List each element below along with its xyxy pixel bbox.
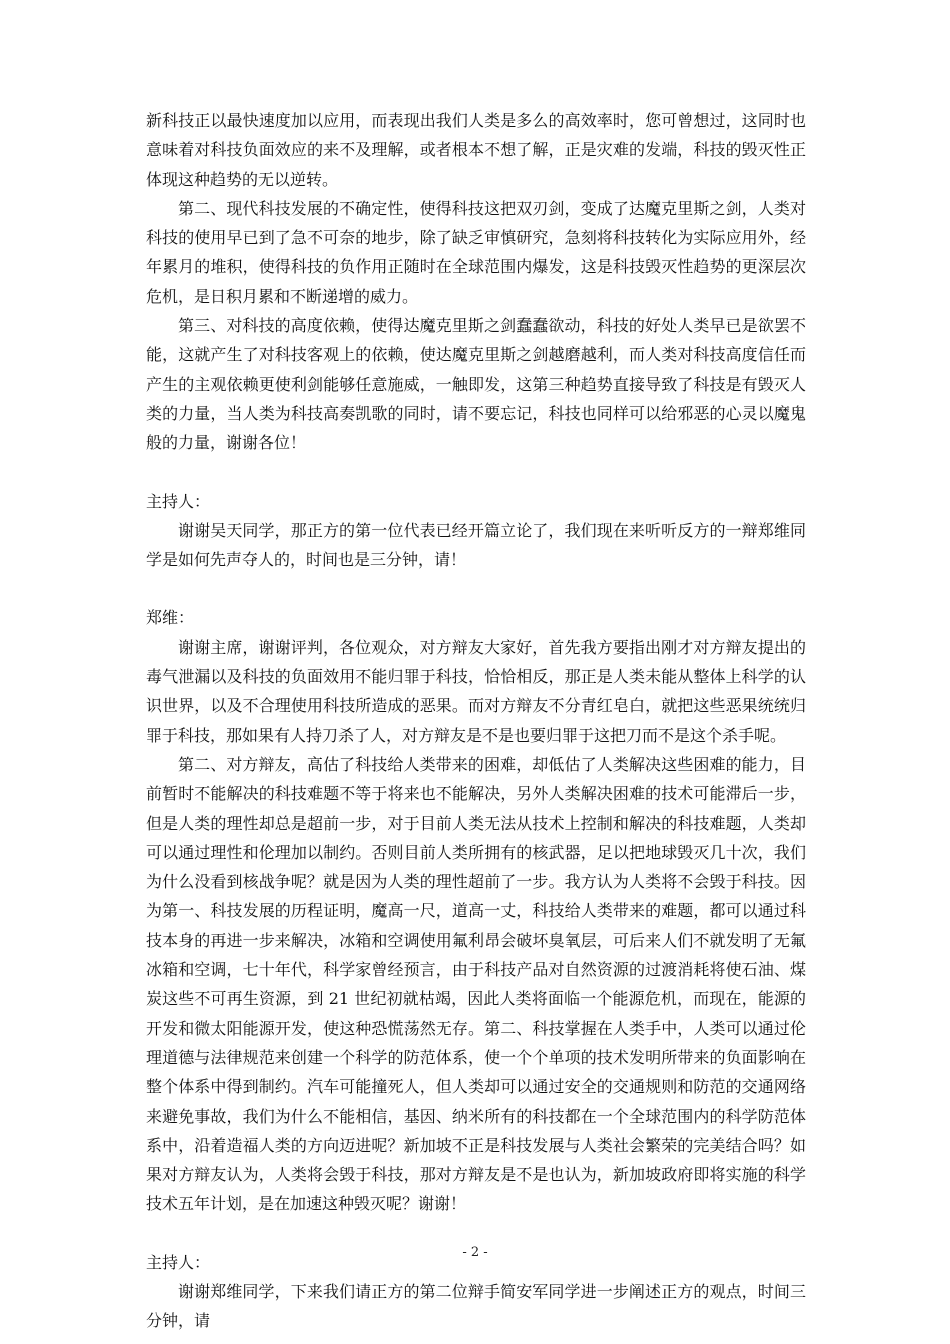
paragraph-point-three: 第三、对科技的高度依赖，使得达魔克里斯之剑蠢蠢欲动，科技的好处人类早已是欲罢不能，这就产生了对科技客观上的依赖，使达魔克里斯之剑越磨越利，而人类对科技高度信任而产生的主观依赖更使利剑能够任意施威，一触即发，这第三种趋势直接导致了科技是有毁灭人类的力量，当人类为科技高奏凯歌的同时，请不要忘记，科技也同样可以给邪恶的心灵以魔鬼般的力量，谢谢各位！ — [146, 316, 806, 453]
speaker-label-zheng-wei: 郑维： — [146, 608, 195, 628]
page-number: - 2 - — [462, 1245, 488, 1260]
spacer — [146, 458, 806, 487]
zheng-wei-paragraph-2: 第二、对方辩友，高估了科技给人类带来的困难，却低估了人类解决这些困难的能力，目前暂时不能解决的科技难题不等于将来也不能解决，另外人类解决困难的技术可能滞后一步，但是人类的理性却总是超前一步，对于目前人类无法从技术上控制和解决的科技难题，人类却可以通过理性和伦理加以制约。否则目前人类所拥有的核武器，足以把地球毁灭几十次，我们为什么没看到核战争呢？就是因为人类的理性超前了一步。我方认为人类将不会毁于科技。因为第一、科技发展的历程证明，魔高一尺，道高一丈，科技给人类带来的难题，都可以通过科技本身的再进一步来解决，冰箱和空调使用氟利昂会破坏臭氧层，可后来人们不就发明了无氟冰箱和空调，七十年代，科学家曾经预言，由于科技产品对自然资源的过渡消耗将使石油、煤炭这些不可再生资源，到 21 世纪初就枯竭，因此人类将面临一个能源危机，而现在，能源的开发和微太阳能源开发，使这种恐慌荡然无存。第二、科技掌握在人类手中，人类可以通过伦理道德与法律规范来创建一个科学的防范体系，使一个个单项的技术发明所带来的负面影响在整个体系中得到制约。汽车可能撞死人，但人类却可以通过安全的交通规则和防范的交通网络来避免事故，我们为什么不能相信，基因、纳米所有的科技都在一个全球范围内的科学防范体系中，沿着造福人类的方向迈进呢？新加坡不正是科技发展与人类社会繁荣的完美结合吗？如果对方辩友认为，人类将会毁于科技，那对方辩友是不是也认为，新加坡政府即将实施的科学技术五年计划，是在加速这种毁灭呢？谢谢！ — [146, 754, 806, 1214]
host-remark-1: 谢谢吴天同学，那正方的第一位代表已经开篇立论了，我们现在来听听反方的一辩郑维同学是如何先声夺人的，时间也是三分钟，请！ — [146, 520, 806, 570]
host-remark-2: 谢谢郑维同学，下来我们请正方的第二位辩手简安军同学进一步阐述正方的观点，时间三分钟，请 — [146, 1281, 806, 1331]
paragraph-point-two: 第二、现代科技发展的不确定性，使得科技这把双刃剑，变成了达魔克里斯之剑，人类对科技的使用早已到了急不可奈的地步，除了缺乏审慎研究，急刻将科技转化为实际应用外，经年累月的堆积，使得科技的负作用正随时在全球范围内爆发，这是科技毁灭性趋势的更深层次危机，是日积月累和不断递增的威力。 — [146, 198, 806, 306]
document-body — [146, 106, 806, 1336]
zheng-wei-paragraph-1: 谢谢主席，谢谢评判，各位观众，对方辩友大家好，首先我方要指出刚才对方辩友提出的毒气泄漏以及科技的负面效用不能归罪于科技，恰恰相反，那正是人类未能从整体上科学的认识世界，以及不合理使用科技所造成的恶果。而对方辩友不分青红皂白，就把这些恶果统统归罪于科技，那如果有人持刀杀了人，对方辩友是不是也要归罪于这把刀而不是这个杀手呢。 — [146, 637, 806, 745]
paragraph-continuation: 新科技正以最快速度加以应用，而表现出我们人类是多么的高效率时，您可曾想过，这同时也意味着对科技负面效应的来不及理解，或者根本不想了解，正是灾难的发端，科技的毁灭性正体现这种趋势的无以逆转。 — [146, 111, 806, 189]
spacer — [146, 574, 806, 603]
speaker-label-host: 主持人： — [146, 491, 211, 511]
speaker-label-host: 主持人： — [146, 1252, 211, 1272]
spacer — [146, 1219, 806, 1248]
